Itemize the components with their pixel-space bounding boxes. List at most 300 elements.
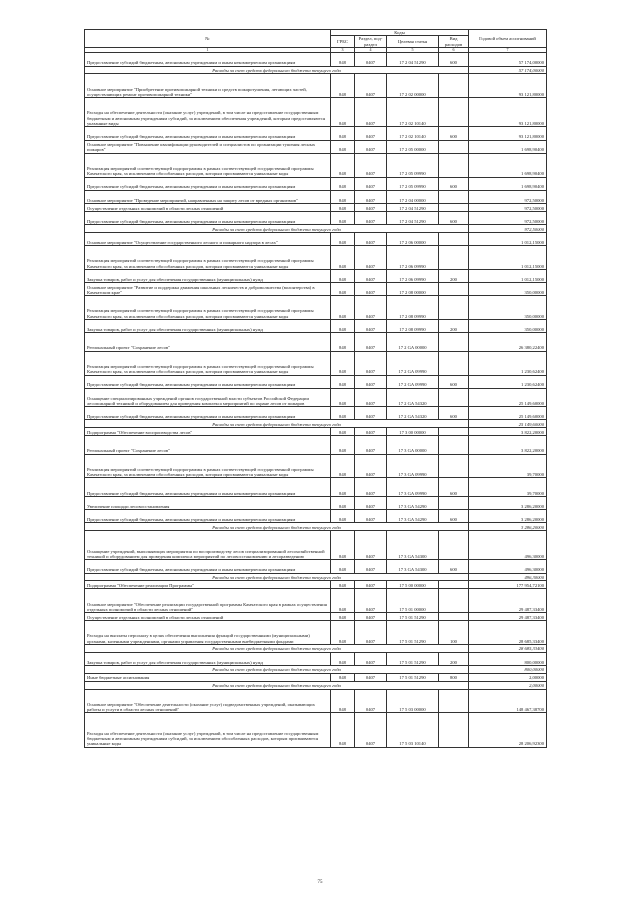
target-article-cell: 17 2 02 10140	[387, 98, 439, 127]
razdel-cell: 0407	[355, 589, 387, 613]
razdel-cell: 0407	[355, 560, 387, 573]
grbs-cell: 848	[331, 428, 355, 436]
header-csr: Целевая статья	[387, 36, 439, 48]
amount-cell: 1 012,15000	[469, 269, 547, 282]
table-row	[85, 351, 547, 375]
funding-source-row	[85, 573, 547, 581]
target-article-cell: 17 3 GA 09990	[387, 454, 439, 478]
amount-cell: 972,50000	[469, 203, 547, 211]
name-cell: Предоставление субсидий бюджетным, автономным учреждениям и иным некоммерческим организациям	[85, 177, 331, 190]
funding-source-label: Расходы за счет средств федерального бюджета текущего года	[85, 66, 469, 74]
expense-type-cell: 600	[439, 53, 469, 66]
target-article-cell: 17 3 GA 54300	[387, 531, 439, 560]
grbs-cell: 848	[331, 496, 355, 509]
amount-cell: 2,00000	[469, 681, 547, 689]
table-row	[85, 190, 547, 203]
colnum-1: 1	[85, 48, 331, 53]
target-article-cell: 17 3 GA 09990	[387, 478, 439, 497]
amount-cell: 29 487,33400	[469, 589, 547, 613]
name-cell: Основное мероприятие "Осуществление государственного лесного и пожарного надзора в лесах"	[85, 232, 331, 245]
target-article-cell: 17 2 GA 54320	[387, 388, 439, 407]
amount-cell: 496,30000	[469, 531, 547, 560]
amount-cell: 972,50000	[469, 190, 547, 203]
razdel-cell: 0407	[355, 190, 387, 203]
table-row	[85, 177, 547, 190]
target-article-cell: 17 2 06 00000	[387, 232, 439, 245]
header-vid: Вид расходов	[439, 36, 469, 48]
amount-cell: 350,00000	[469, 296, 547, 320]
name-cell: Увеличение площади лесовосстановления	[85, 496, 331, 509]
name-cell: Предоставление субсидий бюджетным, автономным учреждениям и иным некоммерческим организациям	[85, 53, 331, 66]
grbs-cell: 848	[331, 351, 355, 375]
target-article-cell: 17 5 03 00000	[387, 689, 439, 713]
colnum-5: 5	[387, 48, 439, 53]
grbs-cell: 848	[331, 177, 355, 190]
expense-type-cell	[439, 283, 469, 296]
funding-source-row	[85, 644, 547, 652]
expense-type-cell	[439, 531, 469, 560]
expense-type-cell	[439, 428, 469, 436]
target-article-cell: 17 3 00 00000	[387, 428, 439, 436]
grbs-cell: 848	[331, 320, 355, 333]
name-cell: Реализация мероприятий соответствующей подпрограммы в рамках соответствующей государственной программы Камчатского края, за исключением обособленных расходов, которым присваиваются уникальные коды	[85, 351, 331, 375]
table-row	[85, 428, 547, 436]
table-row	[85, 510, 547, 523]
funding-source-row	[85, 665, 547, 673]
grbs-cell: 848	[331, 333, 355, 352]
razdel-cell: 0407	[355, 320, 387, 333]
amount-cell: 25 149,60000	[469, 420, 547, 428]
colnum-7: 7	[469, 48, 547, 53]
grbs-cell: 848	[331, 296, 355, 320]
target-article-cell: 17 2 05 09990	[387, 153, 439, 177]
amount-cell: 350,00000	[469, 320, 547, 333]
amount-cell: 29 487,33400	[469, 613, 547, 621]
table-row	[85, 589, 547, 613]
table-row	[85, 211, 547, 224]
expense-type-cell	[439, 74, 469, 98]
name-cell: Расходы на выплаты персоналу в целях обеспечения выполнения функций государственными (муниципальными) органами, казенными учреждениями, органами управления государственными внебюджетными фондами	[85, 621, 331, 645]
table-row	[85, 478, 547, 497]
expense-type-cell	[439, 98, 469, 127]
name-cell: Осуществление отдельных полномочий в области лесных отношений	[85, 613, 331, 621]
table-row	[85, 269, 547, 282]
amount-cell: 1 012,15000	[469, 246, 547, 270]
expense-type-cell: 800	[439, 673, 469, 681]
amount-cell: 148 467,38700	[469, 689, 547, 713]
target-article-cell: 17 2 GA 09990	[387, 351, 439, 375]
name-cell: Предоставление субсидий бюджетным, автономным учреждениям и иным некоммерческим организациям	[85, 211, 331, 224]
grbs-cell: 848	[331, 613, 355, 621]
amount-cell: 93 121,80000	[469, 74, 547, 98]
funding-source-label: Расходы за счет средств федерального бюджета текущего года	[85, 420, 469, 428]
target-article-cell: 17 2 GA 09990	[387, 375, 439, 388]
funding-source-row	[85, 225, 547, 233]
name-cell: Основное мероприятие "Развитие и поддержка движения школьных лесничеств и добровольчества (волонтерства) в Камчатском крае"	[85, 283, 331, 296]
table-row	[85, 98, 547, 127]
target-article-cell: 17 2 06 09990	[387, 269, 439, 282]
expense-type-cell	[439, 613, 469, 621]
amount-cell: 1 012,15000	[469, 232, 547, 245]
target-article-cell: 17 5 01 51290	[387, 621, 439, 645]
table-row	[85, 320, 547, 333]
expense-type-cell	[439, 436, 469, 455]
name-cell: Предоставление субсидий бюджетным, автономным учреждениям и иным некоммерческим организациям	[85, 510, 331, 523]
razdel-cell: 0407	[355, 127, 387, 140]
expense-type-cell: 600	[439, 407, 469, 420]
funding-source-label: Расходы за счет средств федерального бюджета текущего года	[85, 681, 469, 689]
amount-cell: 25 149,60000	[469, 388, 547, 407]
table-row	[85, 673, 547, 681]
target-article-cell: 17 5 01 00000	[387, 589, 439, 613]
razdel-cell: 0407	[355, 621, 387, 645]
grbs-cell: 848	[331, 98, 355, 127]
razdel-cell: 0407	[355, 246, 387, 270]
table-row	[85, 689, 547, 713]
table-header	[85, 30, 547, 53]
expense-type-cell	[439, 581, 469, 589]
grbs-cell: 848	[331, 74, 355, 98]
target-article-cell: 17 2 05 09990	[387, 177, 439, 190]
razdel-cell: 0407	[355, 581, 387, 589]
target-article-cell: 17 2 04 00000	[387, 190, 439, 203]
amount-cell: 25 149,60000	[469, 407, 547, 420]
name-cell: Региональный проект "Сохранение лесов"	[85, 436, 331, 455]
grbs-cell: 848	[331, 589, 355, 613]
name-cell: Основное мероприятие "Проведение мероприятий, направленных на защиту лесов от вредных организмов"	[85, 190, 331, 203]
amount-cell: 57 174,00000	[469, 53, 547, 66]
amount-cell: 177 954,72100	[469, 581, 547, 589]
page-number: 75	[317, 880, 323, 885]
razdel-cell: 0407	[355, 153, 387, 177]
name-cell: Закупка товаров, работ и услуг для обеспечения государственных (муниципальных) нужд	[85, 320, 331, 333]
table-row	[85, 531, 547, 560]
amount-cell: 39,70000	[469, 478, 547, 497]
amount-cell: 1 698,90400	[469, 140, 547, 153]
amount-cell: 3 822,20000	[469, 428, 547, 436]
target-article-cell: 17 2 08 09990	[387, 296, 439, 320]
razdel-cell: 0407	[355, 177, 387, 190]
razdel-cell: 0407	[355, 454, 387, 478]
grbs-cell: 848	[331, 211, 355, 224]
razdel-cell: 0407	[355, 140, 387, 153]
razdel-cell: 0407	[355, 53, 387, 66]
name-cell: Подпрограмма "Обеспечение реализации Программы"	[85, 581, 331, 589]
target-article-cell: 17 5 01 51290	[387, 673, 439, 681]
amount-cell: 496,30000	[469, 573, 547, 581]
table-row	[85, 496, 547, 509]
name-cell: Подпрограмма "Обеспечение воспроизводства лесов"	[85, 428, 331, 436]
expense-type-cell	[439, 496, 469, 509]
name-cell: Региональный проект "Сохранение лесов"	[85, 333, 331, 352]
razdel-cell: 0407	[355, 652, 387, 665]
table-body	[85, 53, 547, 747]
expense-type-cell: 600	[439, 375, 469, 388]
table-row	[85, 153, 547, 177]
expense-type-cell: 200	[439, 320, 469, 333]
razdel-cell: 0407	[355, 269, 387, 282]
razdel-cell: 0407	[355, 388, 387, 407]
target-article-cell: 17 3 GA 54290	[387, 510, 439, 523]
name-cell: Предоставление субсидий бюджетным, автономным учреждениям и иным некоммерческим организациям	[85, 478, 331, 497]
expense-type-cell	[439, 689, 469, 713]
razdel-cell: 0407	[355, 436, 387, 455]
header-codes: Коды	[331, 30, 469, 36]
table-row	[85, 283, 547, 296]
amount-cell: 93 121,80000	[469, 127, 547, 140]
expense-type-cell	[439, 190, 469, 203]
razdel-cell: 0407	[355, 296, 387, 320]
target-article-cell: 17 3 GA 54300	[387, 560, 439, 573]
amount-cell: 972,50000	[469, 211, 547, 224]
amount-cell: 57 174,00000	[469, 66, 547, 74]
razdel-cell: 0407	[355, 531, 387, 560]
table-row	[85, 53, 547, 66]
razdel-cell: 0407	[355, 428, 387, 436]
expense-type-cell: 600	[439, 127, 469, 140]
name-cell: Расходы на обеспечение деятельности (оказание услуг) учреждений, в том числе на предоставление государственным бюджетным и автономным учреждениям субсидий, за исключением обособленных расходов, которым присваиваются уникальные коды	[85, 713, 331, 747]
amount-cell: 39,70000	[469, 454, 547, 478]
expense-type-cell: 200	[439, 269, 469, 282]
amount-cell: 1 230,62400	[469, 351, 547, 375]
funding-source-label: Расходы за счет средств федерального бюджета текущего года	[85, 225, 469, 233]
name-cell: Реализация мероприятий соответствующей подпрограммы в рамках соответствующей государственной программы Камчатского края, за исключением обособленных расходов, которым присваиваются уникальные коды	[85, 153, 331, 177]
table-row	[85, 621, 547, 645]
grbs-cell: 848	[331, 190, 355, 203]
amount-cell: 972,50000	[469, 225, 547, 233]
header-amount: Годовой объем ассигнований	[469, 30, 547, 48]
grbs-cell: 848	[331, 375, 355, 388]
table-row	[85, 74, 547, 98]
table-row	[85, 407, 547, 420]
expense-type-cell	[439, 296, 469, 320]
grbs-cell: 848	[331, 689, 355, 713]
name-cell: Реализация мероприятий соответствующей подпрограммы в рамках соответствующей государственной программы Камчатского края, за исключением обособленных расходов, которым присваиваются уникальные коды	[85, 246, 331, 270]
name-cell: Основное мероприятие "Повышение квалификации руководителей и специалистов по организации тушения лесных пожаров"	[85, 140, 331, 153]
funding-source-label: Расходы за счет средств федерального бюджета текущего года	[85, 644, 469, 652]
table-row	[85, 232, 547, 245]
name-cell: Закупка товаров, работ и услуг для обеспечения государственных (муниципальных) нужд	[85, 652, 331, 665]
expense-type-cell	[439, 713, 469, 747]
table-row	[85, 203, 547, 211]
funding-source-row	[85, 420, 547, 428]
razdel-cell: 0407	[355, 203, 387, 211]
funding-source-row	[85, 681, 547, 689]
grbs-cell: 848	[331, 531, 355, 560]
grbs-cell: 848	[331, 673, 355, 681]
expense-type-cell	[439, 351, 469, 375]
expense-type-cell	[439, 153, 469, 177]
target-article-cell: 17 2 04 51290	[387, 53, 439, 66]
funding-source-label: Расходы за счет средств федерального бюджета текущего года	[85, 665, 469, 673]
grbs-cell: 848	[331, 53, 355, 66]
table-row	[85, 246, 547, 270]
name-cell: Основное мероприятие "Обеспечение деятельности (оказание услуг) подведомственных учреждений, оказывающих работы и услуги в области лесных отношений"	[85, 689, 331, 713]
razdel-cell: 0407	[355, 283, 387, 296]
razdel-cell: 0407	[355, 375, 387, 388]
amount-cell: 2,00000	[469, 673, 547, 681]
expense-type-cell: 100	[439, 621, 469, 645]
table-row	[85, 375, 547, 388]
table-row	[85, 388, 547, 407]
expense-type-cell: 600	[439, 510, 469, 523]
colnum-4: 4	[355, 48, 387, 53]
grbs-cell: 848	[331, 127, 355, 140]
amount-cell: 800,00000	[469, 652, 547, 665]
target-article-cell: 17 3 GA 00000	[387, 436, 439, 455]
grbs-cell: 848	[331, 713, 355, 747]
target-article-cell: 17 5 01 51290	[387, 652, 439, 665]
grbs-cell: 848	[331, 232, 355, 245]
name-cell: Реализация мероприятий соответствующей подпрограммы в рамках соответствующей государственной программы Камчатского края, за исключением обособленных расходов, которым присваиваются уникальные коды	[85, 296, 331, 320]
funding-source-row	[85, 66, 547, 74]
razdel-cell: 0407	[355, 478, 387, 497]
name-cell: Предоставление субсидий бюджетным, автономным учреждениям и иным некоммерческим организациям	[85, 375, 331, 388]
grbs-cell: 848	[331, 478, 355, 497]
amount-cell: 1 698,90400	[469, 153, 547, 177]
name-cell: Оснащение учреждений, выполняющих мероприятия по воспроизводству лесов специализированной лесохозяйственной техникой и оборудованием для проведения комплекса мероприятий по лесовосстановлению и лесоразведению	[85, 531, 331, 560]
target-article-cell: 17 2 04 51290	[387, 203, 439, 211]
amount-cell: 3 822,20000	[469, 436, 547, 455]
name-cell: Основное мероприятие "Обеспечение реализации государственной программы Камчатского края в рамках осуществления отдельных полномочий в области лесных отношений"	[85, 589, 331, 613]
table-row	[85, 296, 547, 320]
grbs-cell: 848	[331, 140, 355, 153]
funding-source-row	[85, 523, 547, 531]
razdel-cell: 0407	[355, 613, 387, 621]
table-row	[85, 713, 547, 747]
target-article-cell: 17 5 00 00000	[387, 581, 439, 589]
grbs-cell: 848	[331, 203, 355, 211]
grbs-cell: 848	[331, 388, 355, 407]
razdel-cell: 0407	[355, 351, 387, 375]
grbs-cell: 848	[331, 621, 355, 645]
expense-type-cell	[439, 589, 469, 613]
razdel-cell: 0407	[355, 74, 387, 98]
expense-type-cell	[439, 203, 469, 211]
grbs-cell: 848	[331, 153, 355, 177]
amount-cell: 28 685,33400	[469, 621, 547, 645]
razdel-cell: 0407	[355, 333, 387, 352]
expense-type-cell	[439, 232, 469, 245]
grbs-cell: 848	[331, 560, 355, 573]
amount-cell: 3 286,20000	[469, 510, 547, 523]
name-cell: Предоставление субсидий бюджетным, автономным учреждениям и иным некоммерческим организациям	[85, 560, 331, 573]
amount-cell: 496,30000	[469, 560, 547, 573]
colnum-3: 3	[331, 48, 355, 53]
name-cell: Оснащение специализированных учреждений органов государственной власти субъектов Российской Федерации лесопожарной техникой и оборудованием для проведения комплекса мероприятий по охране лесов от пожаров	[85, 388, 331, 407]
amount-cell: 26 380,22400	[469, 333, 547, 352]
table-row	[85, 454, 547, 478]
target-article-cell: 17 2 02 00000	[387, 74, 439, 98]
funding-source-label: Расходы за счет средств федерального бюджета текущего года	[85, 523, 469, 531]
grbs-cell: 848	[331, 581, 355, 589]
expense-type-cell	[439, 140, 469, 153]
table-row	[85, 652, 547, 665]
expense-type-cell: 600	[439, 177, 469, 190]
amount-cell: 350,00000	[469, 283, 547, 296]
expense-type-cell	[439, 246, 469, 270]
name-cell: Реализация мероприятий соответствующей подпрограммы в рамках соответствующей государственной программы Камчатского края, за исключением обособленных расходов, которым присваиваются уникальные коды	[85, 454, 331, 478]
target-article-cell: 17 2 08 00000	[387, 283, 439, 296]
table-row	[85, 127, 547, 140]
grbs-cell: 848	[331, 436, 355, 455]
table-row	[85, 560, 547, 573]
grbs-cell: 848	[331, 246, 355, 270]
grbs-cell: 848	[331, 454, 355, 478]
expense-type-cell	[439, 333, 469, 352]
target-article-cell: 17 2 05 00000	[387, 140, 439, 153]
razdel-cell: 0407	[355, 510, 387, 523]
table-row	[85, 581, 547, 589]
target-article-cell: 17 2 02 10140	[387, 127, 439, 140]
amount-cell: 1 230,62400	[469, 375, 547, 388]
amount-cell: 3 286,20000	[469, 496, 547, 509]
amount-cell: 93 121,80000	[469, 98, 547, 127]
table-row	[85, 140, 547, 153]
target-article-cell: 17 2 08 09990	[387, 320, 439, 333]
razdel-cell: 0407	[355, 713, 387, 747]
target-article-cell: 17 2 06 09990	[387, 246, 439, 270]
amount-cell: 3 286,20000	[469, 523, 547, 531]
target-article-cell: 17 2 GA 54320	[387, 407, 439, 420]
table-row	[85, 333, 547, 352]
expense-type-cell: 600	[439, 211, 469, 224]
razdel-cell: 0407	[355, 232, 387, 245]
name-cell: Предоставление субсидий бюджетным, автономным учреждениям и иным некоммерческим организациям	[85, 407, 331, 420]
amount-cell: 28 206,92300	[469, 713, 547, 747]
grbs-cell: 848	[331, 407, 355, 420]
expense-type-cell: 600	[439, 478, 469, 497]
name-cell: Осуществление отдельных полномочий в области лесных отношений	[85, 203, 331, 211]
header-num: №	[85, 30, 331, 48]
razdel-cell: 0407	[355, 673, 387, 681]
razdel-cell: 0407	[355, 407, 387, 420]
amount-cell: 28 685,33400	[469, 644, 547, 652]
amount-cell: 1 698,90400	[469, 177, 547, 190]
name-cell: Закупка товаров, работ и услуг для обеспечения государственных (муниципальных) нужд	[85, 269, 331, 282]
target-article-cell: 17 5 01 51290	[387, 613, 439, 621]
razdel-cell: 0407	[355, 98, 387, 127]
name-cell: Предоставление субсидий бюджетным, автономным учреждениям и иным некоммерческим организациям	[85, 127, 331, 140]
grbs-cell: 848	[331, 652, 355, 665]
expense-type-cell: 200	[439, 652, 469, 665]
colnum-6: 6	[439, 48, 469, 53]
grbs-cell: 848	[331, 510, 355, 523]
header-grbs: ГРБС	[331, 36, 355, 48]
header-razdel: Раздел, под-раздел	[355, 36, 387, 48]
name-cell: Основное мероприятие "Приобретение противопожарной техники и средств пожаротушения, летающих частей, осуществляющих ремонт противопожарной техники"	[85, 74, 331, 98]
target-article-cell: 17 3 GA 54290	[387, 496, 439, 509]
razdel-cell: 0407	[355, 496, 387, 509]
expense-type-cell	[439, 388, 469, 407]
expense-type-cell: 600	[439, 560, 469, 573]
target-article-cell: 17 2 04 51290	[387, 211, 439, 224]
table-row	[85, 613, 547, 621]
funding-source-label: Расходы за счет средств федерального бюджета текущего года	[85, 573, 469, 581]
razdel-cell: 0407	[355, 689, 387, 713]
razdel-cell: 0407	[355, 211, 387, 224]
expense-type-cell	[439, 454, 469, 478]
target-article-cell: 17 2 GA 00000	[387, 333, 439, 352]
amount-cell: 800,00000	[469, 665, 547, 673]
name-cell: Иные бюджетные ассигнования	[85, 673, 331, 681]
grbs-cell: 848	[331, 269, 355, 282]
budget-table	[84, 29, 547, 748]
target-article-cell: 17 5 03 10140	[387, 713, 439, 747]
table-row	[85, 436, 547, 455]
name-cell: Расходы на обеспечение деятельности (оказание услуг) учреждений, в том числе на предоставление государственным бюджетным и автономным учреждениям субсидий, за исключением обеспечения учреждений, которым предоставляются указанные виды	[85, 98, 331, 127]
grbs-cell: 848	[331, 283, 355, 296]
